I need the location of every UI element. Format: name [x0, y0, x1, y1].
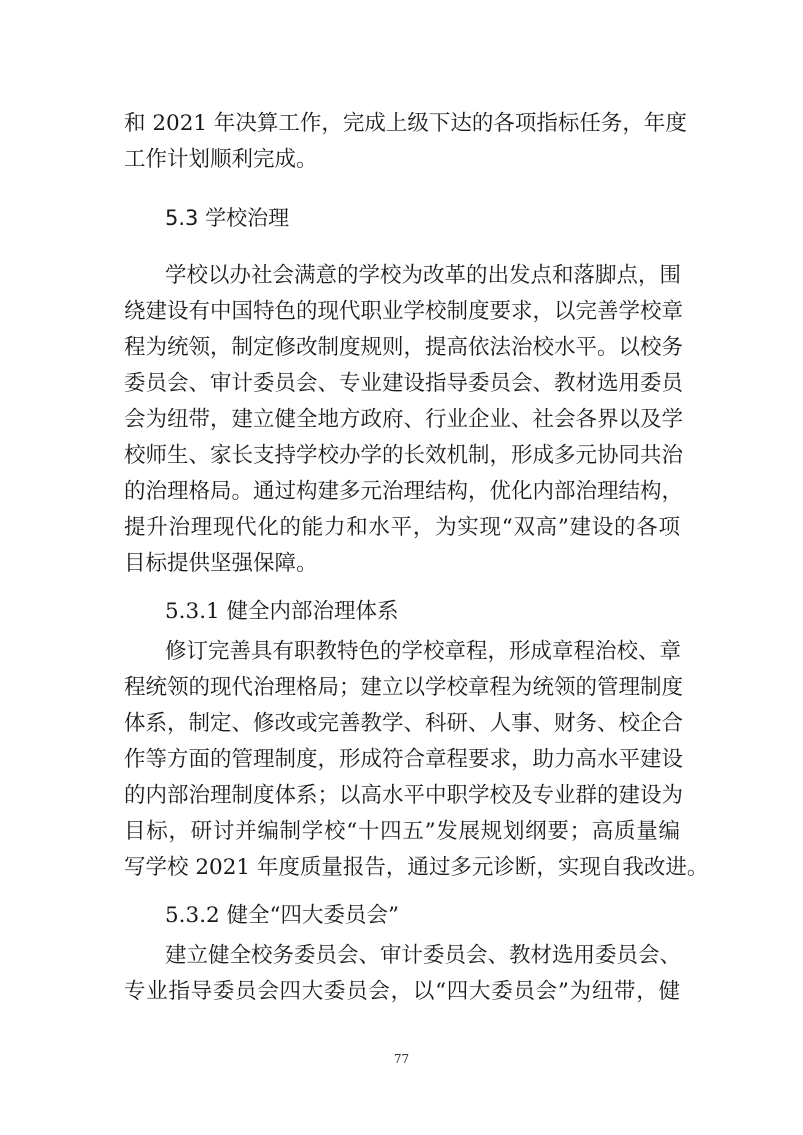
body-text-line: 学校以办社会满意的学校为改革的出发点和落脚点，围: [165, 263, 682, 288]
body-text-line: 目标，研讨并编制学校“十四五”发展规划纲要；高质量编: [124, 819, 680, 844]
body-text-line: 修订完善具有职教特色的学校章程，形成章程治校、章: [165, 639, 682, 664]
page-number: 77: [393, 1052, 410, 1066]
section-heading: 5.3 学校治理: [165, 206, 290, 230]
body-text-line: 校师生、家长支持学校办学的长效机制，形成多元协同共治: [124, 443, 684, 468]
body-text-line: 会为纽带，建立健全地方政府、行业企业、社会各界以及学: [124, 407, 684, 432]
body-text-line: 建立健全校务委员会、审计委员会、教材选用委员会、: [165, 943, 682, 968]
body-text-line: 工作计划顺利完成。: [124, 147, 318, 172]
body-text-line: 程为统领，制定修改制度规则，提高依法治校水平。以校务: [124, 335, 684, 360]
body-text-line: 提升治理现代化的能力和水平，为实现“双高”建设的各项: [124, 515, 680, 540]
body-text-line: 作等方面的管理制度，形成符合章程要求，助力高水平建设: [124, 747, 684, 772]
body-text-line: 目标提供坚强保障。: [124, 551, 318, 576]
body-text-line: 体系，制定、修改或完善教学、科研、人事、财务、校企合: [124, 711, 684, 736]
body-text-line: 程统领的现代治理格局；建立以学校章程为统领的管理制度: [124, 675, 684, 700]
subsection-heading: 5.3.2 健全“四大委员会”: [165, 903, 400, 928]
subsection-heading: 5.3.1 健全内部治理体系: [165, 599, 399, 624]
body-text-line: 的内部治理制度体系；以高水平中职学校及专业群的建设为: [124, 783, 684, 808]
body-text-line: 和 2021 年决算工作，完成上级下达的各项指标任务，年度: [124, 111, 687, 136]
body-text-line: 绕建设有中国特色的现代职业学校制度要求，以完善学校章: [124, 299, 684, 324]
body-text-line: 专业指导委员会四大委员会，以“四大委员会”为纽带，健: [124, 979, 680, 1004]
body-text-line: 委员会、审计委员会、专业建设指导委员会、教材选用委员: [124, 371, 684, 396]
body-text-line: 写学校 2021 年度质量报告，通过多元诊断，实现自我改进。: [124, 855, 709, 880]
body-text-line: 的治理格局。通过构建多元治理结构，优化内部治理结构，: [124, 479, 684, 504]
